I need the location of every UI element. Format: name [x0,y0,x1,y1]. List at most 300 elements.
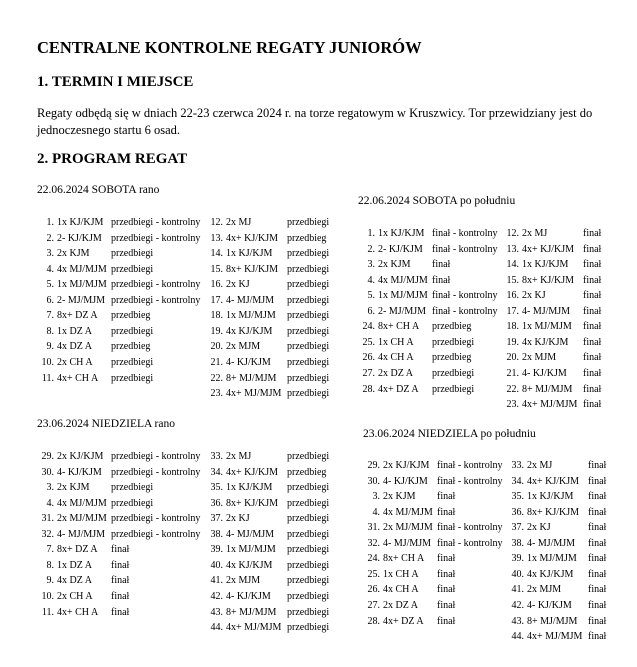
event-number: 20. [506,352,519,364]
race-stage: finał [111,575,130,587]
race-stage: przedbiegi [111,372,154,384]
schedule-row [37,451,330,467]
schedule-row [37,217,330,233]
race-stage: finał [111,559,130,571]
boat-class: 4x+ MJ/MJM [527,631,583,643]
schedule-row [358,259,618,275]
event-number: 36. [210,497,223,509]
event-number: 16. [506,290,519,302]
boat-class: 2x KJ [527,522,551,534]
schedule-row [37,341,330,357]
race-stage: finał [111,590,130,602]
event-number: 3. [46,482,54,494]
boat-class: 4x+ DZ A [378,383,419,395]
race-stage: przedbiegi [287,528,330,540]
race-stage: finał [583,383,602,395]
event-number: 39. [210,544,223,556]
race-stage: finał [588,631,607,643]
schedule-row [358,337,618,353]
event-number: 26. [362,352,375,364]
race-stage: przedbiegi - kontrolny [111,513,201,525]
event-number: 4. [367,274,375,286]
event-number: 9. [46,575,54,587]
race-stage: przedbiegi [287,372,330,384]
schedule-row [37,356,330,373]
boat-class: 2x MJ [527,460,553,471]
boat-class: 4x KJ/KJM [226,325,273,337]
boat-class: 2x KJ [226,513,250,525]
event-number: 7. [46,544,54,556]
boat-class: 2x KJ [522,290,546,302]
event-number: 6. [367,305,375,317]
boat-class: 4x KJ/KJM [226,559,273,571]
race-stage: finał [583,305,602,317]
event-number: 28. [362,383,375,395]
race-stage: finał [588,568,607,580]
event-number: 18. [210,310,223,322]
day-title-sunday-morning: 23.06.2024 NIEDZIELA rano [37,418,175,430]
race-stage: finał [111,544,130,556]
race-stage: przedbieg [287,232,327,244]
event-number: 43. [511,615,524,627]
schedule-row [37,528,330,545]
race-stage: finał [437,553,456,565]
boat-class: 2x MJM [226,341,261,353]
paragraph-line: jednoczesnego startu 6 osad. [37,123,181,137]
event-number: 37. [210,513,223,525]
race-stage: przedbiegi [111,482,154,494]
event-number: 10. [41,590,54,602]
boat-class: 8x+ DZ A [57,544,98,556]
race-stage: przedbieg [432,352,472,364]
event-number: 41. [511,584,524,596]
boat-class: 8x+ KJ/KJM [522,274,575,286]
event-number: 19. [506,336,519,348]
race-stage: przedbiegi - kontrolny [111,451,201,462]
schedule-row [363,460,623,476]
event-number: 32. [367,537,380,549]
boat-class: 8x+ KJ/KJM [226,263,279,275]
race-stage: finał - kontrolny [437,475,503,487]
boat-class: 8x+ CH A [383,553,425,565]
race-stage: finał [437,615,456,627]
event-number: 24. [367,553,380,565]
race-stage: przedbiegi [111,325,154,337]
boat-class: 2x MJ [226,451,252,462]
race-stage: przedbieg [111,310,151,322]
boat-class: 4x KJ/KJM [522,336,569,348]
boat-class: 2x CH A [57,590,93,602]
race-stage: finał [583,259,602,271]
race-stage: finał [432,274,451,286]
race-stage: finał [583,228,602,239]
race-stage: finał [437,506,456,518]
race-stage: przedbiegi [111,497,154,509]
schedule-row [363,600,623,616]
event-number: 32. [41,528,54,540]
boat-class: 4- MJ/MJM [527,537,576,549]
boat-class: 1x MJ/MJM [226,310,276,322]
race-stage: finał [588,599,607,611]
race-stage: przedbiegi [287,294,330,306]
boat-class: 2x DZ A [383,599,418,611]
boat-class: 4- MJ/MJM [383,537,432,549]
boat-class: 4x+ MJ/MJM [226,622,282,634]
schedule-row [358,306,618,322]
boat-class: 4x KJ/KJM [527,568,574,580]
race-stage: finał [583,290,602,302]
boat-class: 1x MJ/MJM [522,321,572,333]
race-stage: finał - kontrolny [437,537,503,549]
boat-class: 4- MJ/MJM [522,305,571,317]
event-number: 37. [511,522,524,534]
race-stage: przedbiegi - kontrolny [111,217,201,228]
boat-class: 4x MJ/MJM [57,497,107,509]
day-title-saturday-afternoon: 22.06.2024 SOBOTA po południu [358,195,516,207]
schedule-row [37,466,327,483]
boat-class: 2x KJM [57,482,90,494]
schedule-row [37,263,330,280]
boat-class: 4x+ KJ/KJM [527,475,580,487]
schedule-row [37,325,330,342]
event-number: 8. [46,559,54,571]
event-number: 4. [46,263,54,275]
schedule-row [358,321,618,337]
event-number: 44. [210,622,223,634]
boat-class: 2x KJ [226,279,250,291]
section-1-heading: 1. TERMIN I MIEJSCE [37,74,194,90]
race-stage: przedbiegi [111,356,154,368]
schedule-row [363,507,623,523]
event-number: 23. [506,399,519,411]
race-stage: przedbiegi [287,606,330,618]
schedule-row [37,544,330,560]
event-number: 16. [210,279,223,291]
boat-class: 4x CH A [383,584,419,596]
event-number: 17. [506,305,519,317]
schedule-row [37,606,330,623]
event-number: 15. [210,263,223,275]
boat-class: 8x+ KJ/KJM [226,497,279,509]
schedule-row [363,584,623,600]
race-stage: finał - kontrolny [437,460,503,471]
race-stage: finał [588,475,607,487]
event-number: 1. [46,217,54,228]
event-number: 43. [210,606,223,618]
boat-class: 4- KJ/KJM [527,599,572,611]
event-number: 23. [210,388,223,400]
event-number: 30. [367,475,380,487]
race-stage: finał [588,460,607,471]
boat-class: 1x CH A [383,568,419,580]
schedule-row [37,279,330,295]
race-stage: finał - kontrolny [432,243,498,255]
boat-class: 4x MJ/MJM [378,274,428,286]
boat-class: 8x+ CH A [378,321,420,333]
race-stage: przedbiegi - kontrolny [111,528,201,540]
race-stage: finał [583,274,602,286]
event-number: 11. [41,372,54,384]
boat-class: 4x DZ A [57,575,92,587]
race-stage: przedbiegi - kontrolny [111,294,201,306]
schedule-row [37,372,330,389]
race-stage: finał [588,506,607,518]
schedule-row [37,294,330,311]
boat-class: 1x DZ A [57,559,92,571]
schedule-row [358,275,618,291]
day-title-saturday-morning: 22.06.2024 SOBOTA rano [37,184,160,196]
event-number: 21. [210,356,223,368]
boat-class: 2- MJ/MJM [378,305,427,317]
race-stage: przedbiegi [432,367,475,379]
boat-class: 2x KJM [378,259,411,271]
boat-class: 2x KJ/KJM [383,460,430,471]
schedule-row [37,232,327,249]
race-stage: finał [583,321,602,333]
race-stage: przedbiegi [432,383,475,395]
race-stage: przedbiegi [287,497,330,509]
race-stage: przedbiegi [287,482,330,494]
race-stage: finał [432,259,451,271]
boat-class: 4x MJ/MJM [383,506,433,518]
boat-class: 2x MJM [527,584,562,596]
race-stage: przedbiegi [287,513,330,525]
schedule-row [37,559,330,576]
event-number: 2. [46,232,54,244]
event-number: 22. [506,383,519,395]
event-number: 25. [362,336,375,348]
race-stage: finał [588,615,607,627]
boat-class: 4x+ CH A [57,606,99,618]
race-stage: finał - kontrolny [437,522,503,534]
race-stage: finał [588,553,607,565]
boat-class: 2- KJ/KJM [378,243,423,255]
event-number: 12. [210,217,223,228]
schedule-row [363,476,623,492]
event-number: 8. [46,325,54,337]
boat-class: 4x+ CH A [57,372,99,384]
boat-class: 2x CH A [57,356,93,368]
boat-class: 8+ MJ/MJM [226,606,277,618]
boat-class: 4- MJ/MJM [226,528,275,540]
race-stage: przedbiegi [287,544,330,556]
schedule-row [37,482,330,498]
event-number: 31. [367,522,380,534]
boat-class: 2x KJM [57,248,90,260]
race-stage: finał [437,568,456,580]
event-number: 38. [511,537,524,549]
boat-class: 4- KJ/KJM [226,356,271,368]
event-number: 17. [210,294,223,306]
paragraph-line: Regaty odbędą się w dniach 22-23 czerwca 2024 r. na torze regatowym w Kruszwicy. Tor przewidziany jest do [37,106,593,120]
boat-class: 1x DZ A [57,325,92,337]
day-title-sunday-afternoon: 23.06.2024 NIEDZIELA po południu [363,428,536,440]
boat-class: 4- MJ/MJM [226,294,275,306]
boat-class: 8x+ DZ A [57,310,98,322]
event-number: 4. [372,506,380,518]
race-stage: przedbiegi [287,248,330,260]
event-number: 38. [210,528,223,540]
boat-class: 8+ MJ/MJM [527,615,578,627]
event-number: 22. [210,372,223,384]
race-stage: finał [588,537,607,549]
boat-class: 2- KJ/KJM [57,232,102,244]
boat-class: 1x KJ/KJM [527,491,574,503]
document-title: CENTRALNE KONTROLNE REGATY JUNIORÓW [37,38,422,57]
race-stage: finał [588,584,607,596]
race-stage: przedbiegi [287,622,330,634]
event-number: 15. [506,274,519,286]
schedule-row [37,590,330,607]
schedule-row [363,553,623,569]
race-stage: przedbiegi [287,388,330,400]
race-stage: finał [583,367,602,379]
race-stage: przedbiegi - kontrolny [111,466,201,478]
race-stage: przedbiegi - kontrolny [111,279,201,291]
event-number: 3. [46,248,54,260]
race-stage: finał [583,399,602,411]
event-number: 27. [362,367,375,379]
event-number: 5. [367,290,375,302]
boat-class: 2x DZ A [378,367,413,379]
boat-class: 4- KJ/KJM [226,590,271,602]
race-stage: finał - kontrolny [432,305,498,317]
section-1-paragraph [37,105,592,139]
schedule-row [37,513,330,529]
boat-class: 2x MJ/MJM [57,513,107,525]
boat-class: 1x KJ/KJM [226,482,273,494]
event-number: 27. [367,599,380,611]
schedule-row [37,575,330,591]
event-number: 3. [367,259,375,271]
schedule-row [358,228,618,244]
race-stage: przedbieg [287,466,327,478]
boat-class: 4x CH A [378,352,414,364]
event-number: 29. [41,451,54,462]
event-number: 33. [210,451,223,462]
event-number: 29. [367,460,380,471]
boat-class: 1x MJ/MJM [57,279,107,291]
boat-class: 4x DZ A [57,341,92,353]
event-number: 35. [210,482,223,494]
boat-class: 8+ MJ/MJM [226,372,277,384]
event-number: 26. [367,584,380,596]
schedule-row [363,538,623,554]
event-number: 18. [506,321,519,333]
schedule-row [358,352,618,368]
race-stage: finał [583,243,602,255]
boat-class: 8x+ KJ/KJM [527,506,580,518]
boat-class: 4x+ MJ/MJM [226,388,282,400]
race-stage: przedbieg [432,321,472,333]
race-stage: przedbiegi [287,559,330,571]
schedule-row [37,497,330,514]
boat-class: 4x+ MJ/MJM [522,399,578,411]
event-number: 11. [41,606,54,618]
event-number: 25. [367,568,380,580]
schedule-row [363,616,623,632]
event-number: 4. [46,497,54,509]
race-stage: przedbiegi [432,336,475,348]
schedule-row [363,569,623,585]
schedule-row [363,631,623,647]
race-stage: finał [583,352,602,364]
race-stage: przedbiegi - kontrolny [111,232,201,244]
event-number: 13. [506,243,519,255]
event-number: 2. [367,243,375,255]
event-number: 12. [506,228,519,239]
boat-class: 4- KJ/KJM [57,466,102,478]
event-number: 28. [367,615,380,627]
boat-class: 2x MJM [226,575,261,587]
race-stage: przedbiegi [111,248,154,260]
event-number: 41. [210,575,223,587]
schedule-row [358,399,618,415]
race-stage: finał [437,584,456,596]
event-number: 6. [46,294,54,306]
event-number: 36. [511,506,524,518]
event-number: 33. [511,460,524,471]
boat-class: 2- MJ/MJM [57,294,106,306]
boat-class: 8+ MJ/MJM [522,383,573,395]
boat-class: 1x KJ/KJM [378,228,425,239]
event-number: 14. [210,248,223,260]
race-stage: przedbiegi [287,217,330,228]
race-stage: finał [437,491,456,503]
event-number: 31. [41,513,54,525]
event-number: 1. [367,228,375,239]
boat-class: 4- KJ/KJM [522,367,567,379]
boat-class: 2x MJM [522,352,557,364]
boat-class: 1x CH A [378,336,414,348]
event-number: 14. [506,259,519,271]
boat-class: 4x MJ/MJM [57,263,107,275]
event-number: 9. [46,341,54,353]
schedule-row [358,290,618,306]
event-number: 7. [46,310,54,322]
event-number: 24. [362,321,375,333]
event-number: 5. [46,279,54,291]
boat-class: 4x+ DZ A [383,615,424,627]
schedule-row [358,244,618,260]
race-stage: przedbiegi [111,263,154,275]
schedule-row [37,388,330,404]
boat-class: 1x MJ/MJM [378,290,428,302]
event-number: 19. [210,325,223,337]
boat-class: 2x KJ/KJM [57,451,104,462]
event-number: 10. [41,356,54,368]
race-stage: przedbiegi [287,451,330,462]
race-stage: finał - kontrolny [432,290,498,302]
schedule-row [358,384,618,400]
event-number: 30. [41,466,54,478]
boat-class: 1x MJ/MJM [226,544,276,556]
event-number: 21. [506,367,519,379]
race-stage: przedbiegi [287,575,330,587]
boat-class: 4x+ KJ/KJM [226,232,279,244]
boat-class: 2x MJ/MJM [383,522,433,534]
race-stage: finał [437,599,456,611]
schedule-row [363,491,623,507]
race-stage: przedbiegi [287,310,330,322]
race-stage: finał [588,522,607,534]
race-stage: przedbiegi [287,341,330,353]
boat-class: 4- MJ/MJM [57,528,106,540]
boat-class: 4x+ KJ/KJM [522,243,575,255]
event-number: 40. [210,559,223,571]
event-number: 34. [511,475,524,487]
event-number: 42. [511,599,524,611]
